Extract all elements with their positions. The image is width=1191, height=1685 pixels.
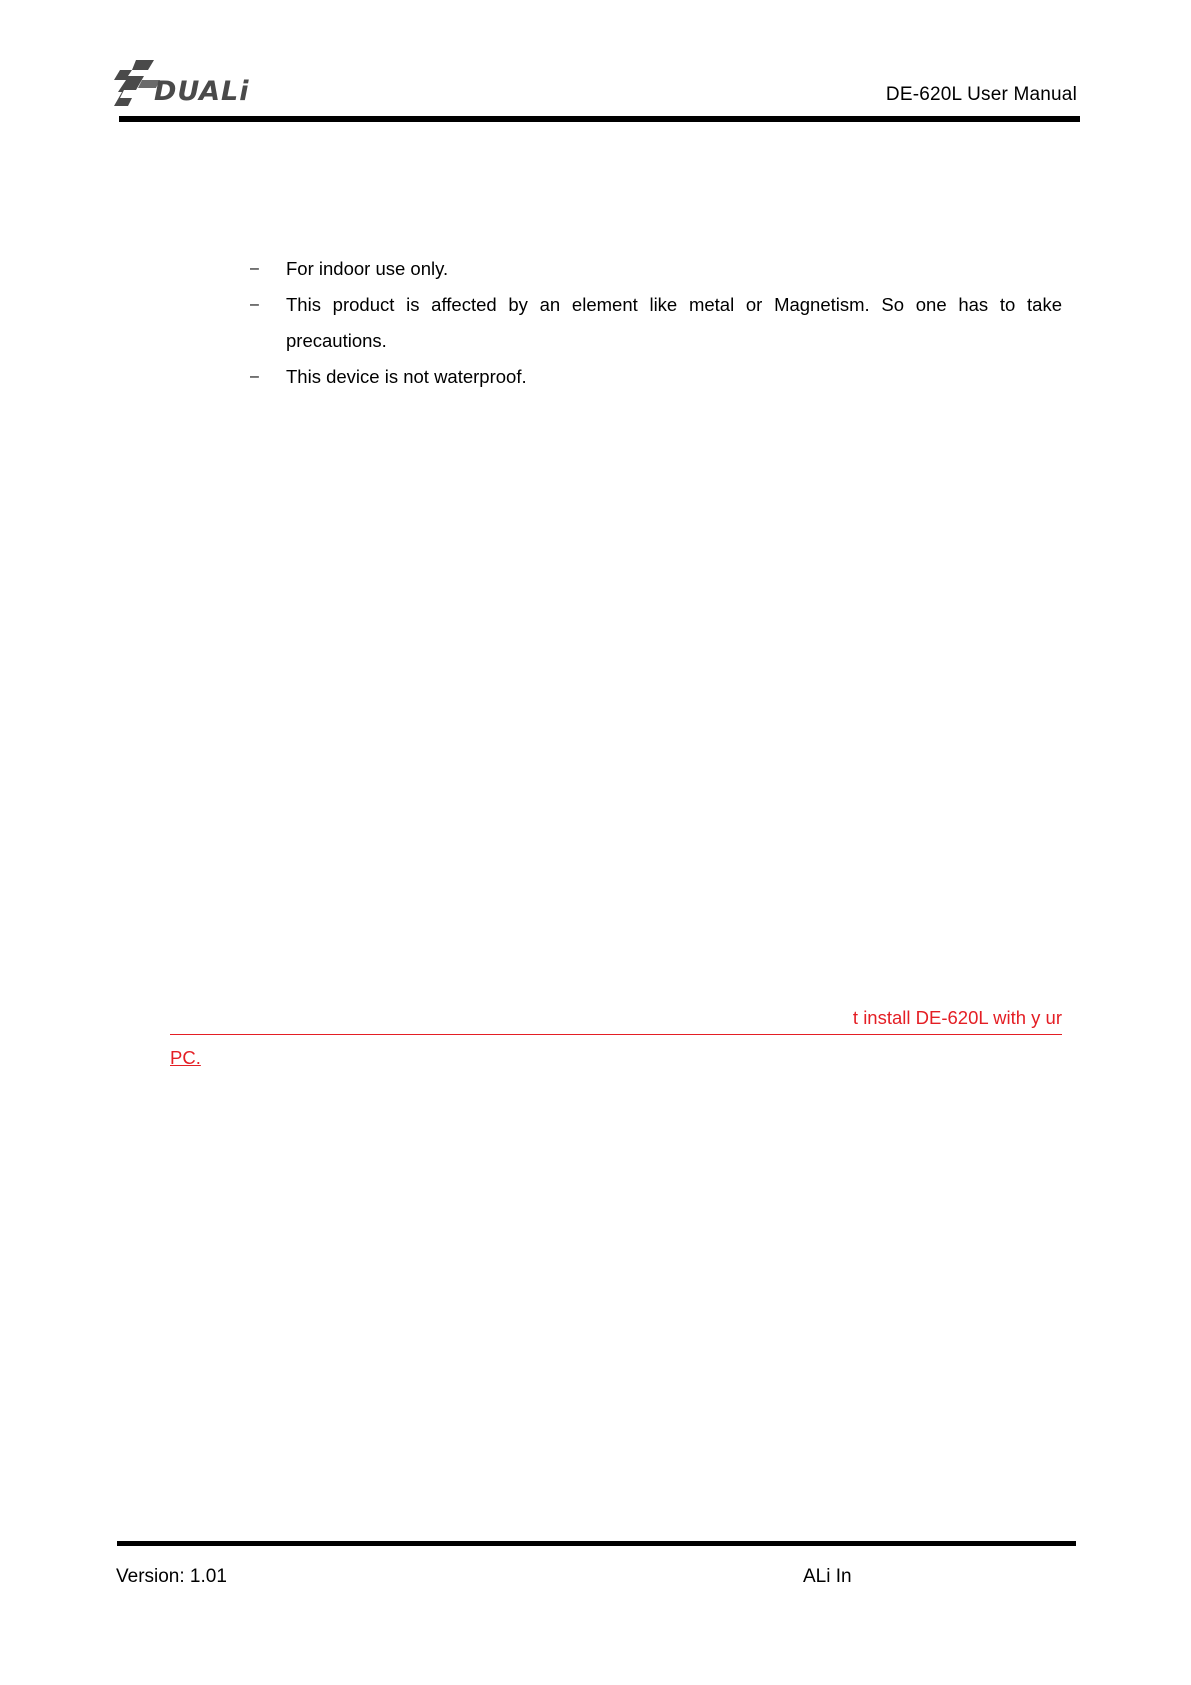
- note-text: For indoor use only.: [286, 258, 449, 279]
- footer-version: Version: 1.01: [116, 1566, 227, 1587]
- bullet-marker: –: [250, 260, 259, 277]
- note-text: This device is not waterproof.: [286, 366, 527, 387]
- install-link[interactable]: [170, 1002, 1062, 1076]
- list-item: [250, 287, 1062, 359]
- note-text: This product is affected by an element like metal or Magnetism. So one has to take precautions.: [286, 294, 1062, 351]
- list-item: [250, 251, 1062, 287]
- company-logo: [114, 56, 258, 110]
- header-divider: [119, 116, 1080, 122]
- footer-divider: [117, 1541, 1076, 1546]
- bullet-marker: –: [250, 296, 259, 313]
- logo-wordmark: DUALi: [154, 76, 250, 107]
- list-item: [250, 359, 1062, 395]
- footer-company: ALi In: [803, 1566, 852, 1587]
- bullet-marker: –: [250, 368, 259, 385]
- header-title: DE-620L User Manual: [885, 84, 1077, 105]
- install-link-line2[interactable]: PC.: [170, 1047, 201, 1068]
- install-link-line1[interactable]: t install DE-620L with y ur: [170, 1002, 1062, 1035]
- notes-list: [250, 251, 1062, 395]
